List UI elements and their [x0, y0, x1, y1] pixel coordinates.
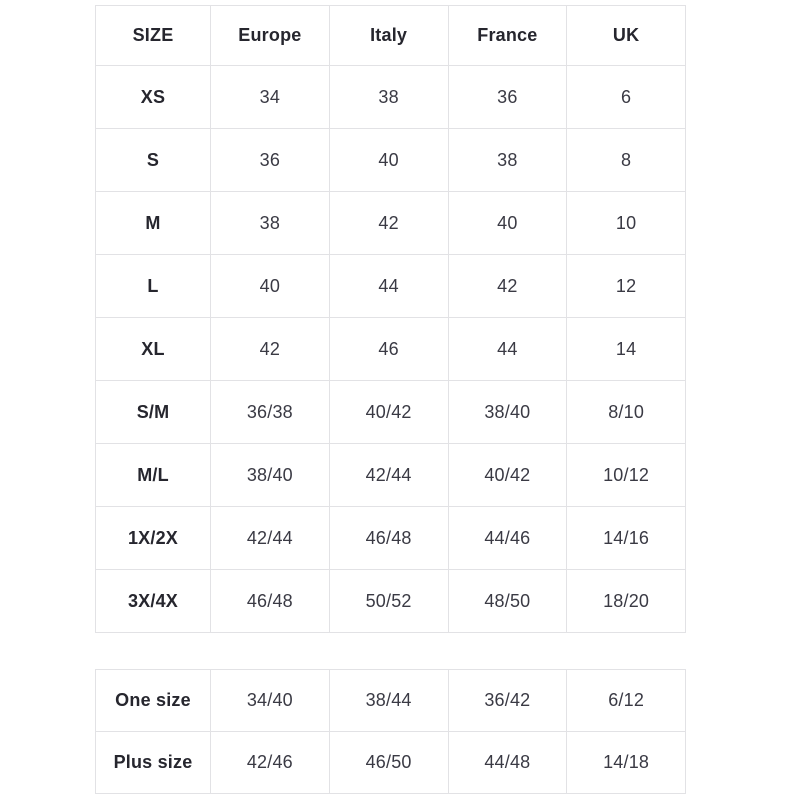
table-row: [96, 381, 686, 444]
special-table-body: [96, 670, 686, 794]
table-row: [96, 507, 686, 570]
value-cell: 42/44: [329, 444, 448, 507]
row-label-cell: One size: [96, 670, 211, 732]
value-cell: 12: [567, 255, 686, 318]
row-label-cell: M: [96, 192, 211, 255]
value-cell: 38: [211, 192, 330, 255]
row-label-cell: S/M: [96, 381, 211, 444]
value-cell: 42/44: [211, 507, 330, 570]
row-label-cell: Plus size: [96, 732, 211, 794]
value-cell: 36: [448, 66, 567, 129]
value-cell: 6/12: [567, 670, 686, 732]
header-cell-italy: Italy: [329, 6, 448, 66]
value-cell: 40: [211, 255, 330, 318]
value-cell: 36: [211, 129, 330, 192]
row-label-cell: 3X/4X: [96, 570, 211, 633]
value-cell: 14: [567, 318, 686, 381]
header-cell-europe: Europe: [211, 6, 330, 66]
table-row: [96, 255, 686, 318]
table-row: [96, 66, 686, 129]
table-row: [96, 444, 686, 507]
value-cell: 40/42: [329, 381, 448, 444]
value-cell: 10: [567, 192, 686, 255]
value-cell: 36/42: [448, 670, 567, 732]
value-cell: 14/18: [567, 732, 686, 794]
value-cell: 42: [211, 318, 330, 381]
header-cell-france: France: [448, 6, 567, 66]
value-cell: 10/12: [567, 444, 686, 507]
header-row: [96, 6, 686, 66]
table-row: [96, 318, 686, 381]
size-table-header: [96, 6, 686, 66]
value-cell: 8: [567, 129, 686, 192]
value-cell: 42: [448, 255, 567, 318]
value-cell: 44/48: [448, 732, 567, 794]
table-row: [96, 732, 686, 794]
value-cell: 46/48: [211, 570, 330, 633]
row-label-cell: L: [96, 255, 211, 318]
row-label-cell: XS: [96, 66, 211, 129]
value-cell: 46/48: [329, 507, 448, 570]
value-cell: 44: [448, 318, 567, 381]
table-row: [96, 570, 686, 633]
value-cell: 36/38: [211, 381, 330, 444]
value-cell: 40/42: [448, 444, 567, 507]
table-row: [96, 129, 686, 192]
value-cell: 40: [329, 129, 448, 192]
value-cell: 8/10: [567, 381, 686, 444]
header-cell-size: SIZE: [96, 6, 211, 66]
size-table-body: [96, 66, 686, 633]
row-label-cell: S: [96, 129, 211, 192]
header-cell-uk: UK: [567, 6, 686, 66]
row-label-cell: 1X/2X: [96, 507, 211, 570]
value-cell: 14/16: [567, 507, 686, 570]
table-row: [96, 192, 686, 255]
value-cell: 38/40: [448, 381, 567, 444]
value-cell: 46/50: [329, 732, 448, 794]
value-cell: 38: [448, 129, 567, 192]
value-cell: 42: [329, 192, 448, 255]
value-cell: 38/40: [211, 444, 330, 507]
value-cell: 46: [329, 318, 448, 381]
value-cell: 44/46: [448, 507, 567, 570]
row-label-cell: M/L: [96, 444, 211, 507]
value-cell: 48/50: [448, 570, 567, 633]
value-cell: 38: [329, 66, 448, 129]
value-cell: 40: [448, 192, 567, 255]
value-cell: 18/20: [567, 570, 686, 633]
row-label-cell: XL: [96, 318, 211, 381]
value-cell: 42/46: [211, 732, 330, 794]
value-cell: 44: [329, 255, 448, 318]
value-cell: 34: [211, 66, 330, 129]
value-cell: 38/44: [329, 670, 448, 732]
special-sizes-table: [95, 669, 686, 794]
table-row: [96, 670, 686, 732]
value-cell: 34/40: [211, 670, 330, 732]
size-conversion-table: [95, 5, 686, 633]
value-cell: 50/52: [329, 570, 448, 633]
value-cell: 6: [567, 66, 686, 129]
